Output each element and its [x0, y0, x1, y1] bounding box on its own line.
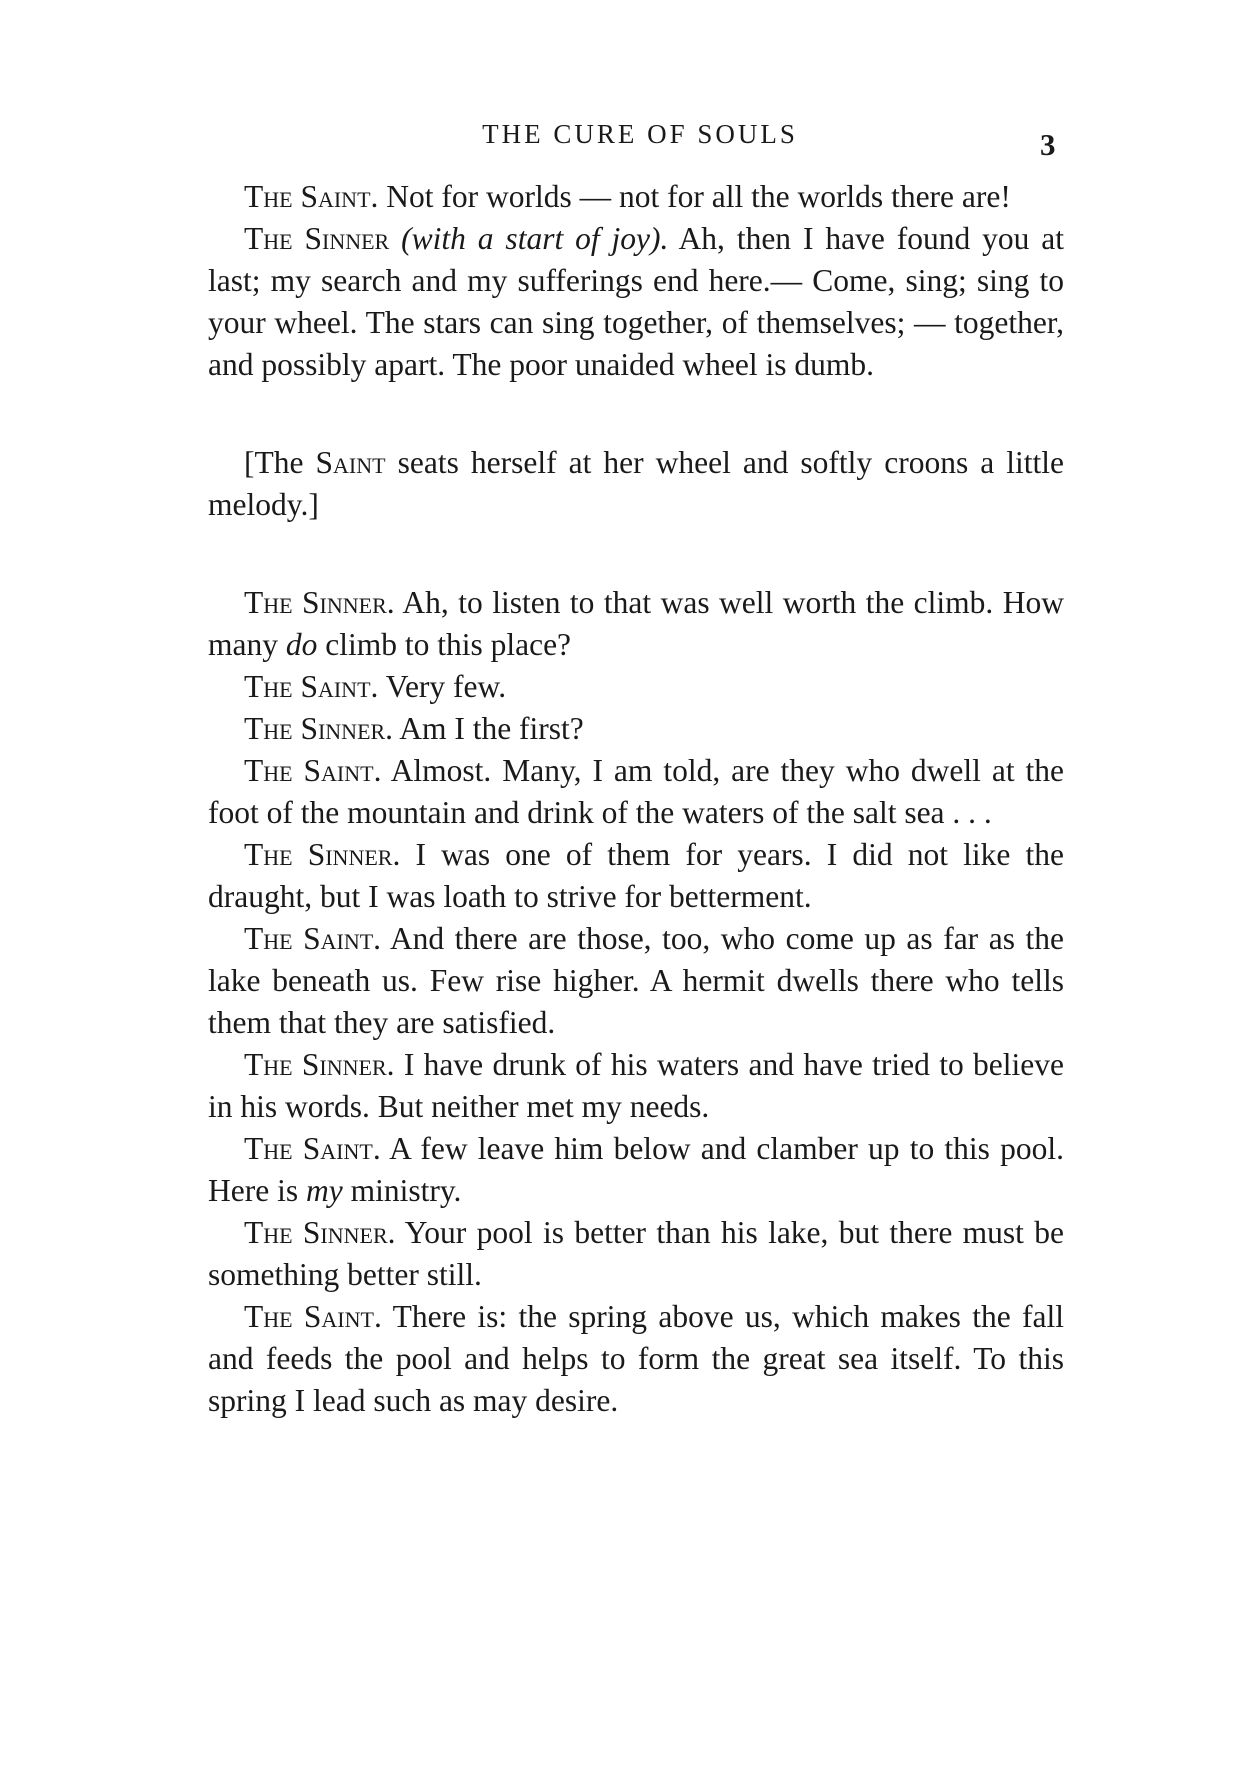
dialogue-paragraph [208, 1128, 1064, 1212]
speaker-name: The Saint. [244, 1299, 382, 1334]
stage-direction-text: seats herself at her wheel and softly croons a little melody.] [208, 445, 1064, 522]
dialogue-text: I was one of them for years. I did not like the draught, but I was loath to strive for betterment. [208, 837, 1064, 914]
dialogue-text: Not for worlds — not for all the worlds there are! [378, 179, 1011, 214]
stage-direction-open: [The [244, 445, 316, 480]
speaker-name: The Saint. [244, 753, 382, 788]
speaker-name: Saint [315, 445, 386, 480]
body-text [208, 176, 1064, 1422]
page-number: 3 [1040, 127, 1056, 162]
speaker-name: The Saint. [244, 921, 382, 956]
dialogue-text: Am I the first? [393, 711, 584, 746]
dialogue-paragraph [208, 666, 1064, 708]
running-head: THE CURE OF SOULS [482, 119, 798, 149]
speaker-name: The Sinner. [244, 1215, 396, 1250]
speaker-name: The Sinner. [244, 837, 401, 872]
speaker-name: The Saint. [244, 1131, 381, 1166]
dialogue-text: Ah, to listen to that was well worth the climb. How many [208, 585, 1064, 662]
dialogue-text: Ah, then I have found you at last; my search and my sufferings end here.— Come, sing; sing to your wheel. The stars can sing together, of themselves; — together, and possibly apart. The poor unaided wheel is dumb. [208, 221, 1065, 382]
stage-direction: (with a start of joy). [389, 221, 669, 256]
dialogue-paragraph [208, 582, 1064, 666]
speaker-name: The Saint. [244, 179, 379, 214]
dialogue-paragraph [208, 176, 1064, 218]
dialogue-text: climb to this place? [317, 627, 572, 662]
dialogue-paragraph [208, 1296, 1064, 1422]
speaker-name: The Sinner. [244, 1047, 395, 1082]
dialogue-paragraph [208, 708, 1064, 750]
speaker-name: The Sinner [244, 221, 390, 256]
dialogue-text: Your pool is better than his lake, but there must be something better still. [208, 1215, 1064, 1292]
dialogue-text: There is: the spring above us, which makes the fall and feeds the pool and helps to form the great sea itself. To this spring I lead such as may desire. [208, 1299, 1064, 1418]
speaker-name: The Sinner. [244, 711, 394, 746]
speaker-name: The Sinner. [244, 585, 395, 620]
dialogue-text: A few leave him below and clamber up to this pool. Here is [208, 1131, 1064, 1208]
stage-direction-paragraph [208, 442, 1064, 526]
dialogue-paragraph [208, 918, 1064, 1044]
dialogue-paragraph [208, 834, 1064, 918]
dialogue-text: And there are those, too, who come up as far as the lake beneath us. Few rise higher. A hermit dwells there who tells them that they are satisfied. [208, 921, 1064, 1040]
dialogue-paragraph [208, 750, 1064, 834]
dialogue-text: I have drunk of his waters and have tried to believe in his words. But neither met my needs. [208, 1047, 1064, 1124]
dialogue-text: ministry. [342, 1173, 462, 1208]
dialogue-paragraph [208, 1212, 1064, 1296]
speaker-name: The Saint. [244, 669, 379, 704]
dialogue-text: Almost. Many, I am told, are they who dwell at the foot of the mountain and drink of the waters of the salt sea . . . [208, 753, 1064, 830]
emphasis: do [285, 627, 318, 662]
emphasis: my [305, 1173, 343, 1208]
dialogue-text: Very few. [378, 669, 507, 704]
dialogue-paragraph [208, 218, 1064, 386]
dialogue-paragraph [208, 1044, 1064, 1128]
